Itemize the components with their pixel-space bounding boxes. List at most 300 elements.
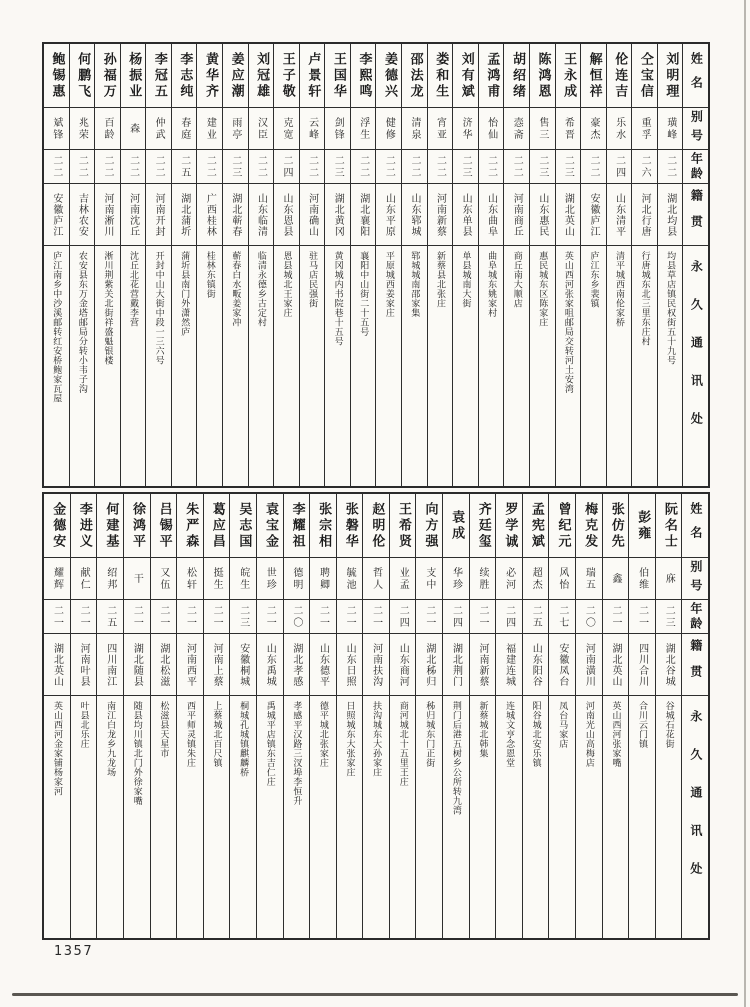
address-cell: 连城文亨念恩堂 [504,701,515,768]
name-cell: 何建基 [103,501,119,550]
person-column [299,44,325,486]
person-column [631,44,657,486]
alias-cell: 鑫 [610,572,622,585]
alias-cell: 世珍 [264,566,276,591]
name-cell: 朱严森 [183,501,199,550]
person-column [248,44,274,486]
address-cell: 行唐城东北三里东庄村 [639,251,650,346]
age-cell: 二五 [530,604,542,629]
name-cell: 李冠五 [151,51,167,100]
alias-cell: 支中 [423,566,435,591]
native-cell: 河南扶沟 [370,642,382,687]
alias-cell: 建业 [204,116,216,141]
person-column [415,494,442,938]
top-columns [44,44,708,486]
header-name-cell [683,44,708,108]
native-cell: 湖北荆门 [450,642,462,687]
native-cell: 吉林农安 [76,192,88,237]
age-cell: 二四 [613,154,625,179]
address-cell: 上蔡城北百尺镇 [211,701,222,768]
name-cell: 姜德兴 [382,51,398,100]
person-column [657,44,683,486]
address-cell: 孝感平汉路三汊埠李恒升 [291,701,302,806]
row-label-alias: 别号 [689,109,704,148]
native-cell: 湖北黄冈 [332,192,344,237]
age-cell: 二二 [587,154,599,179]
age-cell: 二一 [636,604,648,629]
name-cell: 李进义 [76,501,92,550]
alias-cell: 庥 [663,572,675,585]
person-column [229,494,256,938]
native-cell: 湖北松滋 [157,642,169,687]
name-cell: 向方强 [422,501,438,550]
address-cell: 德平城北张家庄 [317,701,328,768]
age-cell: 二一 [370,604,382,629]
age-cell: 二一 [317,604,329,629]
age-cell: 二二 [76,154,88,179]
age-cell: 二四 [281,154,293,179]
native-cell: 安徽凤台 [556,642,568,687]
native-cell: 湖北英山 [562,192,574,237]
alias-cell: 豪杰 [587,116,599,141]
row-label-age: 年龄 [688,601,703,632]
scan-edge-artifact [744,0,746,1007]
row-label-age: 年龄 [689,151,704,182]
person-column [309,494,336,938]
person-column [196,44,222,486]
name-cell: 彭雍 [635,509,651,542]
address-cell: 谷城石花街 [663,701,674,749]
native-cell: 湖北秭归 [423,642,435,687]
address-cell: 英山西河金家铺杨家河 [51,701,62,796]
alias-cell: 耀辉 [51,566,63,591]
age-cell: 二二 [153,154,165,179]
age-cell: 二二 [485,154,497,179]
native-cell: 山东临清 [255,192,267,237]
person-column [176,494,203,938]
alias-cell: 百龄 [102,116,113,141]
name-cell: 李耀祖 [289,501,305,550]
alias-cell: 挺生 [211,566,223,591]
alias-cell: 续胜 [477,566,489,591]
name-cell: 仝宝信 [637,51,653,100]
address-cell: 庐江南乡中沙溪邮转红安桥鲍家瓦屋 [51,251,62,403]
native-cell: 安徽庐江 [587,192,599,237]
name-cell: 李熙鸣 [356,51,372,100]
address-cell: 松滋县天星市 [158,701,169,758]
name-cell: 吴志国 [236,501,252,550]
address-cell: 西平师灵镇朱庄 [184,701,195,768]
person-column [70,494,97,938]
person-column [452,44,478,486]
person-column [120,44,146,486]
age-cell: 二六 [639,154,651,179]
person-column [44,494,70,938]
alias-cell: 必河 [503,566,515,591]
address-cell: 扶沟城东大孙家庄 [371,701,382,777]
native-cell: 湖北随县 [131,642,143,687]
person-column [529,44,555,486]
name-cell: 张宗相 [316,501,332,550]
bottom-table [42,492,710,940]
person-column [222,44,248,486]
person-column [495,494,522,938]
row-label-alias: 别号 [688,559,703,598]
name-cell: 伦连吉 [612,51,628,100]
alias-cell: 清泉 [408,116,420,141]
age-cell: 二一 [610,604,622,629]
name-cell: 刘明理 [663,51,679,100]
address-cell: 新蔡城北韩集 [477,701,488,758]
native-cell: 山东阳谷 [530,642,542,687]
age-cell: 二一 [344,604,356,629]
header-age-cell [683,150,708,184]
header-column [682,44,708,486]
address-cell: 平原城西姜家庄 [383,251,394,318]
native-cell: 河南西平 [184,642,196,687]
address-cell: 恩县城北王家庄 [281,251,292,318]
page-number: 1357 [54,944,94,959]
address-cell: 凤台马家店 [557,701,568,749]
header-age-cell [682,600,708,634]
person-column [94,44,120,486]
person-column [401,44,427,486]
age-cell: 二二 [50,154,62,179]
person-column [575,494,602,938]
alias-cell: 云峰 [306,116,318,141]
native-cell: 湖北英山 [610,642,622,687]
header-address-cell [682,696,708,938]
row-label-native: 籍贯 [688,638,703,691]
alias-cell: 德明 [290,566,302,591]
native-cell: 湖北蒲圻 [178,192,190,237]
age-cell: 二二 [408,154,420,179]
address-cell: 阳谷城北安乐镇 [530,701,541,768]
address-cell: 南江白龙乡九龙场 [105,701,116,777]
native-cell: 安徽庐江 [50,192,62,237]
person-column [375,44,401,486]
person-column [655,494,682,938]
address-cell: 禹城平店镇东吉仁庄 [264,701,275,787]
name-cell: 梅克发 [582,501,598,550]
address-cell: 郓城城南邵家集 [409,251,420,318]
alias-cell: 售三 [536,116,548,141]
age-cell: 二一 [157,604,169,629]
name-cell: 罗学诚 [502,501,518,550]
age-cell: 二一 [51,604,63,629]
alias-cell: 绍邦 [104,566,116,591]
age-cell: 二二 [102,154,113,179]
alias-cell: 聘卿 [317,566,329,591]
native-cell: 山东平原 [383,192,395,237]
address-cell: 河南光山高梅店 [583,701,594,768]
name-cell: 姜应潮 [228,51,244,100]
native-cell: 山东惠民 [536,192,548,237]
age-cell: 二一 [423,604,435,629]
age-cell: 二二 [127,154,139,179]
person-column [256,494,283,938]
age-cell: 二二 [255,154,267,179]
native-cell: 河南商丘 [511,192,523,237]
alias-cell: 雨亭 [229,116,241,141]
address-cell: 桐城孔城镇麒麟桥 [238,701,249,777]
person-column [442,494,469,938]
row-label-address: 永久通讯处 [688,710,703,900]
alias-cell: 兆荣 [76,116,88,141]
native-cell: 河南沈丘 [127,192,139,237]
name-cell: 金德安 [50,501,66,550]
person-column [336,494,363,938]
native-cell: 河南上蔡 [211,642,223,687]
address-cell: 秭归城东门正街 [424,701,435,768]
alias-cell: 业孟 [397,566,409,591]
native-cell: 山东日照 [344,642,356,687]
age-cell: 二五 [104,604,116,629]
age-cell: 二二 [434,154,446,179]
alias-cell: 汉臣 [255,116,267,141]
native-cell: 四川南江 [104,642,116,687]
native-cell: 山东郓城 [408,192,420,237]
alias-cell: 璜峰 [664,116,676,141]
age-cell: 二三 [332,154,344,179]
alias-cell: 皖生 [237,566,249,591]
person-column [350,44,376,486]
native-cell: 河南新蔡 [434,192,446,237]
alias-cell: 宵亚 [434,116,446,141]
name-cell: 卢景轩 [305,51,321,100]
age-cell: 二四 [397,604,409,629]
name-cell: 葛应昌 [209,501,225,550]
person-column [324,44,350,486]
name-cell: 曾纪元 [555,501,571,550]
native-cell: 河南确山 [306,192,318,237]
alias-cell: 松轩 [184,566,196,591]
name-cell: 阮名士 [661,501,677,550]
name-cell: 王子敬 [279,51,295,100]
person-column [273,44,299,486]
name-cell: 吕锡平 [156,501,172,550]
person-column [522,494,549,938]
name-cell: 黄华齐 [203,51,218,100]
address-cell: 淅川荆紫关北街祥盛魁银楼 [102,251,113,365]
address-cell: 英山西河张家咀邮局交转河土安湾 [562,251,573,394]
age-cell: 二三 [663,604,675,629]
header-alias-cell [682,558,708,600]
native-cell: 湖北孝感 [290,642,302,687]
native-cell: 湖北襄阳 [357,192,369,237]
age-cell: 二一 [78,604,90,629]
alias-cell: 哲人 [370,566,382,591]
native-cell: 山东商河 [397,642,409,687]
name-cell: 袁宝金 [262,501,278,550]
address-cell: 开封中山大街中段一三六号 [153,251,164,365]
address-cell: 黄冈城内书院巷十五号 [332,251,343,346]
header-address-cell [683,246,708,486]
alias-cell: 浮生 [357,116,369,141]
age-cell: 二三 [229,154,241,179]
alias-cell: 春庭 [178,116,190,141]
alias-cell: 悫斋 [511,116,523,141]
person-column [469,494,496,938]
native-cell: 山东清平 [613,192,625,237]
age-cell: 二三 [562,154,574,179]
age-cell: 二一 [184,604,196,629]
alias-cell: 毓池 [344,566,356,591]
address-cell: 蕲春白水畈姜家冲 [230,251,241,327]
alias-cell: 瑞五 [583,566,595,591]
address-cell: 农安县东万金塔邮局分转小韦子沟 [76,251,87,394]
native-cell: 山东恩县 [281,192,293,237]
native-cell: 广西桂林 [204,192,216,237]
row-label-native: 籍贯 [689,188,704,241]
age-cell: 二三 [460,154,472,179]
alias-cell: 重孚 [639,116,651,141]
name-cell: 张仿先 [608,501,624,550]
name-cell: 王国华 [330,51,346,100]
person-column [123,494,150,938]
person-column [548,494,575,938]
person-column [44,44,69,486]
alias-cell: 干 [131,572,143,585]
name-cell: 徐鸿平 [130,501,145,550]
person-column [628,494,655,938]
name-cell: 李志纯 [177,51,193,100]
person-column [69,44,95,486]
header-native-cell [682,634,708,696]
address-cell: 沈丘北花营戴李营 [128,251,139,327]
native-cell: 河北行唐 [639,192,651,237]
name-cell: 赵明伦 [369,501,385,550]
alias-cell: 超杰 [530,566,542,591]
name-cell: 邵法龙 [407,51,423,100]
age-cell: 二二 [306,154,318,179]
alias-cell: 克宽 [281,116,293,141]
age-cell: 二〇 [290,604,302,629]
age-cell: 二二 [204,154,216,179]
alias-cell: 伯维 [636,566,648,591]
header-alias-cell [683,108,708,150]
address-cell: 荆门后港五树乡公所转九湾 [450,701,461,815]
row-label-name: 姓名 [689,51,704,100]
native-cell: 山东单县 [460,192,472,237]
age-cell: 二一 [211,604,223,629]
name-cell: 娄和生 [433,51,449,100]
address-cell: 桂林东镇街 [204,251,215,299]
address-cell: 驻马店民强街 [307,251,318,308]
alias-cell: 希晋 [562,116,574,141]
person-column [602,494,629,938]
native-cell: 山东禹城 [264,642,276,687]
name-cell: 孟鸿甫 [484,51,500,100]
alias-cell: 风怡 [556,566,568,591]
address-cell: 庐江东乡裴镇 [588,251,599,308]
person-column [171,44,197,486]
address-cell: 均县草店镇民权街五十九号 [665,251,676,365]
person-column [96,494,123,938]
row-label-address: 永久通讯处 [689,260,704,450]
address-cell: 商河城北十五里王庄 [397,701,408,787]
name-cell: 王永成 [561,51,577,100]
name-cell: 杨振业 [126,51,142,100]
age-cell: 二四 [450,604,462,629]
alias-cell: 又伍 [157,566,169,591]
native-cell: 河南潢川 [583,642,595,687]
address-cell: 合川云门镇 [637,701,648,749]
native-cell: 湖北谷城 [663,642,675,687]
native-cell: 河南新蔡 [477,642,489,687]
scan-edge-artifact [12,993,738,996]
name-cell: 解恒祥 [586,51,602,100]
alias-cell: 乐水 [613,116,625,141]
person-column [478,44,504,486]
person-column [580,44,606,486]
alias-cell: 仲武 [153,116,165,141]
native-cell: 四川合川 [636,642,648,687]
person-column [555,44,581,486]
address-cell: 随县均川镇北门外徐家嘴 [131,701,142,806]
person-column [283,494,310,938]
name-cell: 张磐华 [342,501,358,550]
address-cell: 日照城东大张家庄 [344,701,355,777]
name-cell: 刘冠雄 [254,51,270,100]
alias-cell: 森 [127,122,139,135]
native-cell: 河南叶县 [78,642,90,687]
native-cell: 湖北蕲春 [229,192,241,237]
header-name-cell [682,494,708,558]
name-cell: 袁成 [449,509,465,542]
person-column [362,494,389,938]
native-cell: 福建连城 [503,642,515,687]
address-cell: 临清永德乡古定村 [255,251,266,327]
address-cell: 新蔡县北张庄 [434,251,445,308]
address-cell: 英山西河张家嘴 [610,701,621,768]
native-cell: 湖北均县 [664,192,676,237]
age-cell: 二二 [357,154,369,179]
person-column [203,494,230,938]
alias-cell: 献仁 [78,566,90,591]
age-cell: 二七 [556,604,568,629]
age-cell: 二二 [664,154,676,179]
age-cell: 二三 [536,154,548,179]
native-cell: 河南淅川 [102,192,113,237]
age-cell: 二四 [503,604,515,629]
bottom-columns [44,494,708,938]
name-cell: 孙福万 [100,51,116,100]
age-cell: 二〇 [583,604,595,629]
native-cell: 山东曲阜 [485,192,497,237]
header-column [681,494,708,938]
address-cell: 曲阜城东姚家村 [486,251,497,318]
person-column [427,44,453,486]
address-cell: 惠民城东区陈家庄 [537,251,548,327]
name-cell: 孟宪斌 [528,501,544,550]
age-cell: 二二 [383,154,395,179]
address-cell: 蒲圻县南门外潇然庐 [179,251,190,337]
name-cell: 鲍锡惠 [49,51,65,100]
name-cell: 胡绍绪 [509,51,525,100]
person-column [503,44,529,486]
top-table [42,42,710,488]
age-cell: 二一 [477,604,489,629]
name-cell: 何鹏飞 [75,51,91,100]
native-cell: 河南开封 [153,192,165,237]
age-cell: 二二 [511,154,523,179]
name-cell: 王希贤 [395,501,411,550]
name-cell: 陈鸿恩 [535,51,551,100]
address-cell: 襄阳中山街二十五号 [358,251,369,337]
name-cell: 齐廷玺 [475,501,491,550]
alias-cell: 华珍 [450,566,462,591]
